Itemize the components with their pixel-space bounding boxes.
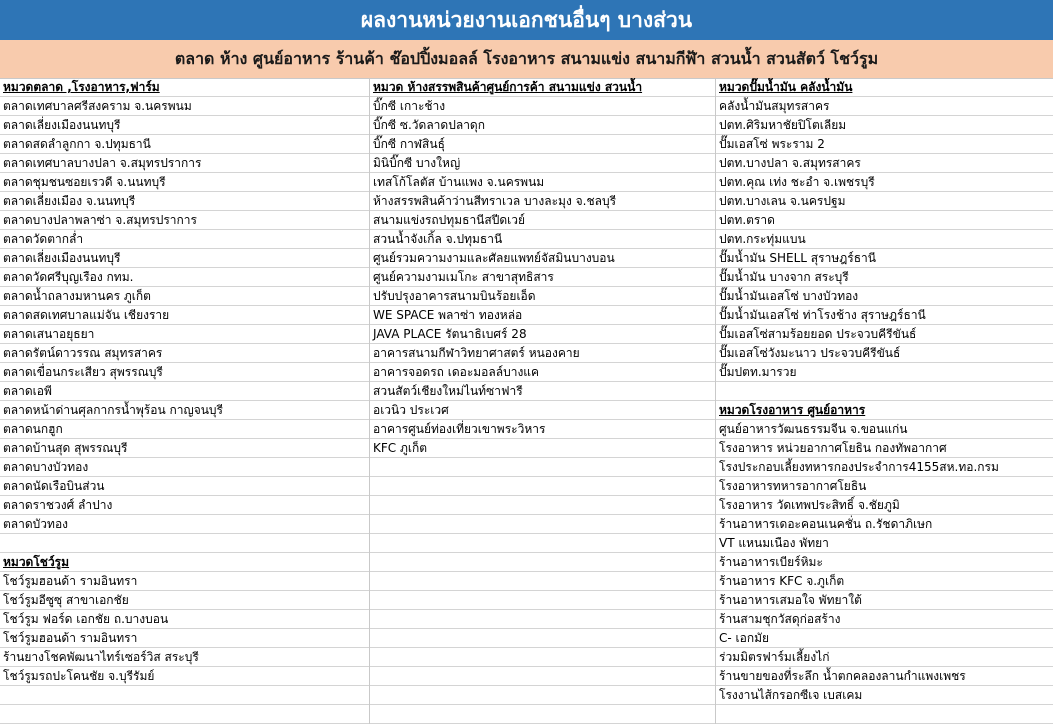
- list-item: สวนน้ำจังเกิ้ล จ.ปทุมธานี: [370, 230, 715, 249]
- list-item: ตลาดสดลำลูกกา จ.ปทุมธานี: [0, 135, 369, 154]
- list-item: ปตท.บางเลน จ.นครปฐม: [716, 192, 1053, 211]
- list-item: [370, 458, 715, 477]
- column-malls-venues: [370, 78, 716, 724]
- list-item: ตลาดเอพี: [0, 382, 369, 401]
- list-item: ปั๊มปตท.มารวย: [716, 363, 1053, 382]
- list-item: ร่วมมิตรฟาร์มเลี้ยงไก่: [716, 648, 1053, 667]
- list-item: ปั๊มน้ำมัน บางจาก สระบุรี: [716, 268, 1053, 287]
- list-item: อาคารศูนย์ท่องเที่ยวเขาพระวิหาร: [370, 420, 715, 439]
- section-header: หมวดตลาด ,โรงอาหาร,ฟาร์ม: [0, 78, 369, 97]
- list-item: ตลาดเลี่ยงเมืองนนทบุรี: [0, 249, 369, 268]
- list-item: อเวนิว ประเวศ: [370, 401, 715, 420]
- list-item: [370, 667, 715, 686]
- list-item: สวนสัตว์เชียงใหม่ไนท์ซาฟารี: [370, 382, 715, 401]
- section-header: หมวดโรงอาหาร ศูนย์อาหาร: [716, 401, 1053, 420]
- list-item: อาคารจอดรถ เดอะมอลล์บางแค: [370, 363, 715, 382]
- list-item: โชว์รูม ฟอร์ด เอกชัย ถ.บางบอน: [0, 610, 369, 629]
- list-item: โรงงานไส้กรอกซีเจ เบสเคม: [716, 686, 1053, 705]
- list-item: คลังน้ำมันสมุทรสาคร: [716, 97, 1053, 116]
- list-item: VT แหนมเนือง พัทยา: [716, 534, 1053, 553]
- list-item: [370, 686, 715, 705]
- section-header: หมวด ห้างสรรพสินค้าศูนย์การค้า สนามแข่ง สวนน้ำ: [370, 78, 715, 97]
- list-item: [370, 534, 715, 553]
- list-item: ปตท.ศิริมหาชัยปิโตเลียม: [716, 116, 1053, 135]
- page-title: ผลงานหน่วยงานเอกชนอื่นๆ บางส่วน: [0, 0, 1053, 40]
- list-item: อาคารสนามกีฬาวิทยาศาสตร์ หนองคาย: [370, 344, 715, 363]
- list-item: ตลาดชุมชนซอยเรวดี จ.นนทบุรี: [0, 173, 369, 192]
- column-markets-showrooms: [0, 78, 370, 724]
- list-item: JAVA PLACE รัตนาธิเบศร์ 28: [370, 325, 715, 344]
- list-item: ร้านอาหารเดอะคอนเนคชั่น ถ.รัชดาภิเษก: [716, 515, 1053, 534]
- section-header: หมวดโชว์รูม: [0, 553, 369, 572]
- list-item: ตลาดบัวทอง: [0, 515, 369, 534]
- list-item: ร้านอาหาร KFC จ.ภูเก็ต: [716, 572, 1053, 591]
- list-item: เทสโก้โลตัส บ้านแพง จ.นครพนม: [370, 173, 715, 192]
- list-item: ร้านสามชุกวัสดุก่อสร้าง: [716, 610, 1053, 629]
- list-item: [370, 648, 715, 667]
- list-item: ตลาดบ้านสุด สุพรรณบุรี: [0, 439, 369, 458]
- list-item: ปั๊มน้ำมันเอสโซ่ ท่าโรงช้าง สุราษฎร์ธานี: [716, 306, 1053, 325]
- list-item: โชว์รูมรถปะโคนชัย จ.บุรีรัมย์: [0, 667, 369, 686]
- list-item: ปั๊มเอสโซ่ พระราม 2: [716, 135, 1053, 154]
- list-item: ห้างสรรพสินค้าว่านสีทราเวล บางละมุง จ.ชลบุรี: [370, 192, 715, 211]
- list-item: ตลาดเทศบาลบางปลา จ.สมุทรปราการ: [0, 154, 369, 173]
- list-item: ร้านยางโชคพัฒนาไทร์เซอร์วิส สระบุรี: [0, 648, 369, 667]
- list-item: ปตท.กระทุ่มแบน: [716, 230, 1053, 249]
- list-item: ตลาดวัดตากล่ำ: [0, 230, 369, 249]
- list-item: โรงประกอบเลี้ยงทหารกองประจำการ4155สห.ทอ.กรม: [716, 458, 1053, 477]
- list-item: ตลาดนัดเรือบินส่วน: [0, 477, 369, 496]
- list-item: ปตท.ตราด: [716, 211, 1053, 230]
- list-item: ตลาดเลี่ยงเมืองนนทบุรี: [0, 116, 369, 135]
- list-item: [370, 591, 715, 610]
- list-item: ศูนย์รวมความงามและศัลยแพทย์จัสมินบางบอน: [370, 249, 715, 268]
- list-item: ตลาดบางบัวทอง: [0, 458, 369, 477]
- list-item: ตลาดเขื่อนกระเสียว สุพรรณบุรี: [0, 363, 369, 382]
- list-item: WE SPACE พลาซ่า ทองหล่อ: [370, 306, 715, 325]
- page-subtitle: ตลาด ห้าง ศูนย์อาหาร ร้านค้า ช๊อปปิ้งมอลล์ โรงอาหาร สนามแข่ง สนามกีฬ้า สวนน้ำ สวนสัตว์ โชว์รูม: [0, 40, 1053, 79]
- list-item: [370, 553, 715, 572]
- list-item: ตลาดเทศบาลศรีสงคราม จ.นครพนม: [0, 97, 369, 116]
- list-item: [370, 515, 715, 534]
- list-item: KFC ภูเก็ต: [370, 439, 715, 458]
- list-item: โรงอาหาร หน่วยอากาศโยธิน กองทัพอากาศ: [716, 439, 1053, 458]
- list-item: ตลาดเสนาอยุธยา: [0, 325, 369, 344]
- list-item: [0, 534, 369, 553]
- list-item: โรงอาหาร วัดเทพประสิทธิ์ จ.ชัยภูมิ: [716, 496, 1053, 515]
- list-item: ปั๊มเอสโซ่สามร้อยยอด ประจวบคีรีขันธ์: [716, 325, 1053, 344]
- list-item: ตลาดน้ำถลางมหานคร ภูเก็ต: [0, 287, 369, 306]
- list-item: [370, 610, 715, 629]
- list-item: [716, 705, 1053, 724]
- list-item: ปั๊มน้ำมัน SHELL สุราษฎร์ธานี: [716, 249, 1053, 268]
- list-item: ปรับปรุงอาคารสนามบินร้อยเอ็ด: [370, 287, 715, 306]
- list-item: C- เอกมัย: [716, 629, 1053, 648]
- list-item: บิ๊กซี เกาะช้าง: [370, 97, 715, 116]
- list-item: โชว์รูมฮอนด้า รามอินทรา: [0, 629, 369, 648]
- list-item: ปตท.บางปลา จ.สมุทรสาคร: [716, 154, 1053, 173]
- list-item: มินิบิ๊กซี บางใหญ่: [370, 154, 715, 173]
- listing-table: [0, 78, 1053, 724]
- list-item: ตลาดบางปลาพลาซ่า จ.สมุทรปราการ: [0, 211, 369, 230]
- list-item: บิ๊กซี ซ.วัดลาดปลาดุก: [370, 116, 715, 135]
- list-item: ศูนย์ความงามเมโกะ สาขาสุทธิสาร: [370, 268, 715, 287]
- section-header: หมวดปั๊มน้ำมัน คลังน้ำมัน: [716, 78, 1053, 97]
- list-item: ตลาดสดเทศบาลแม่จัน เชียงราย: [0, 306, 369, 325]
- column-gas-stations-canteens: [716, 78, 1053, 724]
- list-item: โชว์รูมฮอนด้า รามอินทรา: [0, 572, 369, 591]
- list-item: ตลาดนกฮูก: [0, 420, 369, 439]
- list-item: ปั๊มน้ำมันเอสโซ่ บางบัวทอง: [716, 287, 1053, 306]
- list-item: ตลาดราชวงศ์ ลำปาง: [0, 496, 369, 515]
- list-item: โรงอาหารทหารอากาศโยธิน: [716, 477, 1053, 496]
- list-item: [370, 572, 715, 591]
- list-item: ปั๊มเอสโซ่วังมะนาว ประจวบคีรีขันธ์: [716, 344, 1053, 363]
- list-item: สนามแข่งรถปทุมธานีสปีดเวย์: [370, 211, 715, 230]
- list-item: โชว์รูมอีซูซุ สาขาเอกชัย: [0, 591, 369, 610]
- list-item: ศูนย์อาหารวัฒนธรรมจีน จ.ขอนแก่น: [716, 420, 1053, 439]
- list-item: ตลาดวัดศรีบุญเรือง กทม.: [0, 268, 369, 287]
- list-item: ตลาดเลี่ยงเมือง จ.นนทบุรี: [0, 192, 369, 211]
- list-item: [370, 496, 715, 515]
- list-item: ตลาดหน้าด่านศุลกากรน้ำพุร้อน กาญจนบุรี: [0, 401, 369, 420]
- list-item: ปตท.คุณ เท่ง ชะอำ จ.เพชรบุรี: [716, 173, 1053, 192]
- list-item: [370, 629, 715, 648]
- list-item: ร้านอาหารเสมอใจ พัทยาใต้: [716, 591, 1053, 610]
- list-item: [0, 705, 369, 724]
- list-item: [716, 382, 1053, 401]
- list-item: [370, 705, 715, 724]
- list-item: บิ๊กซี กาฬสินธุ์: [370, 135, 715, 154]
- list-item: [370, 477, 715, 496]
- list-item: ตลาดรัตน์ดาวรรณ สมุทรสาคร: [0, 344, 369, 363]
- list-item: [0, 686, 369, 705]
- list-item: ร้านขายของที่ระลึก น้ำตกคลองลานกำแพงเพชร: [716, 667, 1053, 686]
- list-item: ร้านอาหารเบียร์หิมะ: [716, 553, 1053, 572]
